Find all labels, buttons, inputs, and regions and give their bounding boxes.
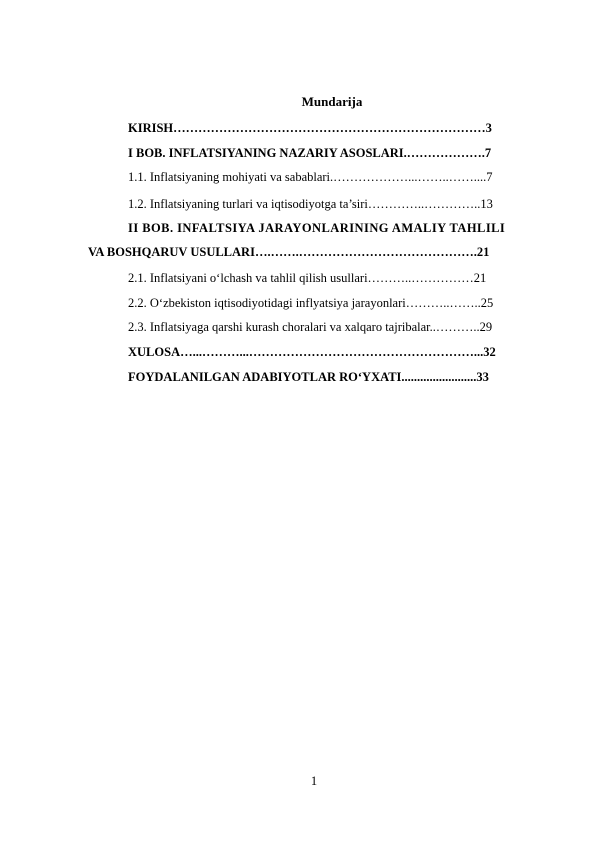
toc-entry-chapter-2-line-1: II BOB. INFALTSIYA JARAYONLARINING AMALIY TAHLILI (128, 221, 506, 235)
toc-entry-section-2-2: 2.2. O‘zbekiston iqtisodiyotidagi inflyatsiya jarayonlari………..……..25 (128, 296, 494, 310)
toc-title: Mundarija (301, 94, 363, 109)
toc-entry-xulosa: XULOSA…...………...………………………………………………...32 (128, 345, 496, 359)
page-number: 1 (310, 774, 318, 788)
toc-entry-section-2-1: 2.1. Inflatsiyani o‘lchash va tahlil qilish usullari………..……………21 (128, 271, 487, 285)
toc-entry-section-1-1: 1.1. Inflatsiyaning mohiyati va sabablari.………………...……..……....7 (128, 170, 493, 184)
toc-entry-kirish: KIRISH…………………………………………………………………3 (128, 121, 492, 135)
toc-entry-bibliography: FOYDALANILGAN ADABIYOTLAR RO‘YXATI........................33 (128, 370, 489, 384)
toc-entry-section-1-2: 1.2. Inflatsiyaning turlari va iqtisodiyotga ta’siri…………..…………..13 (128, 197, 493, 211)
toc-entry-chapter-1: I BOB. INFLATSIYANING NAZARIY ASOSLARI.……………….7 (128, 146, 492, 160)
toc-entry-chapter-2-line-2: VA BOSHQARUV USULLARI….…….…………………………………….21 (88, 245, 490, 259)
toc-entry-section-2-3: 2.3. Inflatsiyaga qarshi kurash choralari va xalqaro tajribalar..………..29 (128, 320, 493, 334)
